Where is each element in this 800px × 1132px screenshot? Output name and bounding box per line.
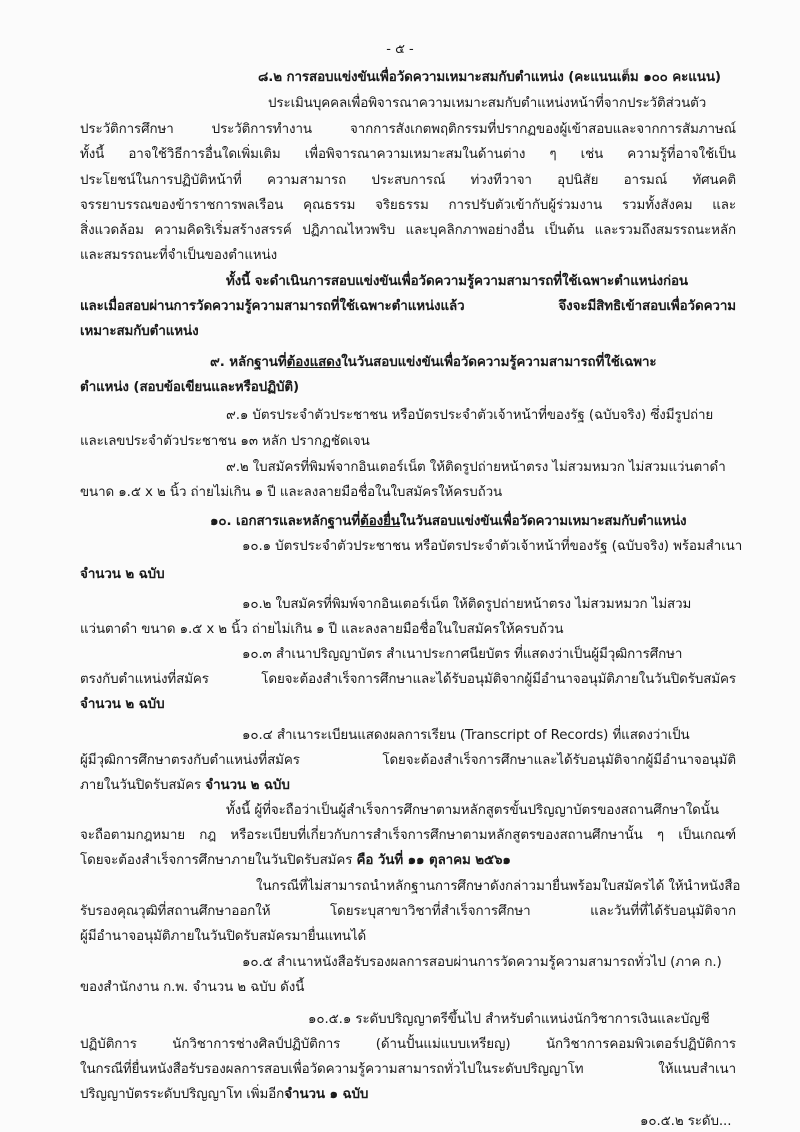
paragraph-line: ปริญญาบัตรระดับปริญญาโท เพิ่มอีกจำนวน ๑ ฉบับ (80, 1087, 369, 1102)
paragraph-line: รับรองคุณวุฒิที่สถานศึกษาออกให้ โดยระบุสาขาวิชาที่สำเร็จการศึกษา และวันที่ที่ได้รับอนุมัติจาก (80, 904, 736, 919)
paragraph-line: ๑๐.๑ บัตรประจำตัวประชาชน หรือบัตรประจำตัวเจ้าหน้าที่ของรัฐ (ฉบับจริง) พร้อมสำเนา (242, 539, 743, 554)
paragraph-line: จำนวน ๒ ฉบับ (80, 567, 165, 582)
section-10-heading: ๑๐. เอกสารและหลักฐานที่ต้องยื่นในวันสอบแข่งขันเพื่อวัดความเหมาะสมกับตำแหน่ง (210, 514, 687, 529)
paragraph-line: ของสำนักงาน ก.พ. จำนวน ๒ ฉบับ ดังนี้ (80, 980, 305, 995)
section-9-heading-line2: ตำแหน่ง (สอบข้อเขียนและหรือปฏิบัติ) (80, 380, 299, 395)
paragraph-line: และเมื่อสอบผ่านการวัดความรู้ความสามารถที่ใช้เฉพาะตำแหน่งแล้ว จึงจะมีสิทธิเข้าสอบเพื่อวัดความ (80, 299, 736, 314)
paragraph-line: ๙.๒ ใบสมัครที่พิมพ์จากอินเตอร์เน็ต ให้ติดรูปถ่ายหน้าตรง ไม่สวมหมวก ไม่สวมแว่นตาดำ (226, 460, 726, 475)
paragraph-line: ๑๐.๕ สำเนาหนังสือรับรองผลการสอบผ่านการวัดความรู้ความสามารถทั่วไป (ภาค ก.) (242, 955, 722, 970)
paragraph-line: ผู้มีวุฒิการศึกษาตรงกับตำแหน่งที่สมัคร โดยจะต้องสำเร็จการศึกษาและได้รับอนุมัติจากผู้มีอำนาจอนุมัติ (80, 753, 736, 768)
paragraph-line: โดยจะต้องสำเร็จการศึกษาภายในวันปิดรับสมัคร คือ วันที่ ๑๑ ตุลาคม ๒๕๖๑ (80, 853, 511, 868)
continuation-marker: ๑๐.๕.๒ ระดับ... (640, 1114, 732, 1129)
paragraph-line: และเลขประจำตัวประชาชน ๑๓ หลัก ปรากฏชัดเจน (80, 434, 370, 449)
paragraph-line: จรรยาบรรณของข้าราชการพลเรือน คุณธรรม จริยธรรม การปรับตัวเข้ากับผู้ร่วมงาน รวมทั้งสังคม และ (80, 198, 736, 213)
paragraph-line: ในกรณีที่ไม่สามารถนำหลักฐานการศึกษาดังกล่าวมายื่นพร้อมใบสมัครได้ ให้นำหนังสือ (256, 879, 741, 894)
paragraph-line: จำนวน ๒ ฉบับ (80, 697, 165, 712)
paragraph-line: ๙.๑ บัตรประจำตัวประชาชน หรือบัตรประจำตัวเจ้าหน้าที่ของรัฐ (ฉบับจริง) ซึ่งมีรูปถ่าย (226, 408, 714, 423)
paragraph-line: ๑๐.๕.๑ ระดับปริญญาตรีขึ้นไป สำหรับตำแหน่งนักวิชาการเงินและบัญชี (308, 1012, 710, 1027)
paragraph-line: ในกรณีที่ยื่นหนังสือรับรองผลการสอบเพื่อวัดความรู้ความสามารถทั่วไปในระดับปริญญาโท ให้แนบสำเนา (80, 1062, 736, 1077)
paragraph-line: สิ่งแวดล้อม ความคิดริเริ่มสร้างสรรค์ ปฏิภาณไหวพริบ และบุคลิกภาพอย่างอื่น เป็นต้น และรวมถึงสมรรถนะหลัก (80, 223, 736, 238)
paragraph-line: ขนาด ๑.๕ x ๒ นิ้ว ถ่ายไม่เกิน ๑ ปี และลงลายมือชื่อในใบสมัครให้ครบถ้วน (80, 485, 503, 500)
paragraph-line: ๑๐.๒ ใบสมัครที่พิมพ์จากอินเตอร์เน็ต ให้ติดรูปถ่ายหน้าตรง ไม่สวมหมวก ไม่สวม (242, 597, 692, 612)
paragraph-line: ประโยชน์ในการปฏิบัติหน้าที่ ความสามารถ ประสบการณ์ ท่วงทีวาจา อุปนิสัย อารมณ์ ทัศนคติ (80, 173, 736, 188)
paragraph-line: ทั้งนี้ ผู้ที่จะถือว่าเป็นผู้สำเร็จการศึกษาตามหลักสูตรขั้นปริญญาบัตรของสถานศึกษาใดนั้น (226, 803, 719, 818)
paragraph-line: ทั้งนี้ จะดำเนินการสอบแข่งขันเพื่อวัดความรู้ความสามารถที่ใช้เฉพาะตำแหน่งก่อน (226, 274, 688, 289)
section-9-heading: ๙. หลักฐานที่ต้องแสดงในวันสอบแข่งขันเพื่อวัดความรู้ความสามารถที่ใช้เฉพาะ (210, 355, 657, 370)
section-8-2-heading: ๘.๒ การสอบแข่งขันเพื่อวัดความเหมาะสมกับตำแหน่ง (คะแนนเต็ม ๑๐๐ คะแนน) (258, 70, 721, 85)
paragraph-line: และสมรรถนะที่จำเป็นของตำแหน่ง (80, 248, 278, 263)
paragraph-line: ตรงกับตำแหน่งที่สมัคร โดยจะต้องสำเร็จการศึกษาและได้รับอนุมัติจากผู้มีอำนาจอนุมัติภายในวันปิดรับสมัคร (80, 672, 736, 687)
page-number: - ๕ - (386, 42, 414, 57)
paragraph-line: เหมาะสมกับตำแหน่ง (80, 324, 199, 339)
paragraph-line: ๑๐.๔ สำเนาระเบียนแสดงผลการเรียน (Transcript of Records) ที่แสดงว่าเป็น (242, 728, 690, 743)
paragraph-line: ๑๐.๓ สำเนาปริญญาบัตร สำเนาประกาศนียบัตร ที่แสดงว่าเป็นผู้มีวุฒิการศึกษา (242, 647, 683, 662)
paragraph-line: ปฏิบัติการ นักวิชาการช่างศิลป์ปฏิบัติการ (ด้านปั้นแม่แบบเหรียญ) นักวิชาการคอมพิวเตอร์ปฏิบัติการ (80, 1037, 736, 1052)
paragraph-line: ประวัติการศึกษา ประวัติการทำงาน จากการสังเกตพฤติกรรมที่ปรากฏของผู้เข้าสอบและจากการสัมภาษณ์ (80, 122, 736, 137)
paragraph-line: ภายในวันปิดรับสมัคร จำนวน ๒ ฉบับ (80, 778, 290, 793)
paragraph-line: ทั้งนี้ อาจใช้วิธีการอื่นใดเพิ่มเติม เพื่อพิจารณาความเหมาะสมในด้านต่าง ๆ เช่น ความรู้ที่อาจใช้เป็น (80, 147, 736, 162)
paragraph-line: จะถือตามกฎหมาย กฎ หรือระเบียบที่เกี่ยวกับการสำเร็จการศึกษาตามหลักสูตรของสถานศึกษานั้น ๆ เป็นเกณฑ์ (80, 828, 736, 843)
paragraph-line: แว่นตาดำ ขนาด ๑.๕ x ๒ นิ้ว ถ่ายไม่เกิน ๑ ปี และลงลายมือชื่อในใบสมัครให้ครบถ้วน (80, 622, 564, 637)
paragraph-line: ประเมินบุคคลเพื่อพิจารณาความเหมาะสมกับตำแหน่งหน้าที่จากประวัติส่วนตัว (268, 96, 707, 111)
paragraph-line: ผู้มีอำนาจอนุมัติภายในวันปิดรับสมัครมายื่นแทนได้ (80, 929, 367, 944)
